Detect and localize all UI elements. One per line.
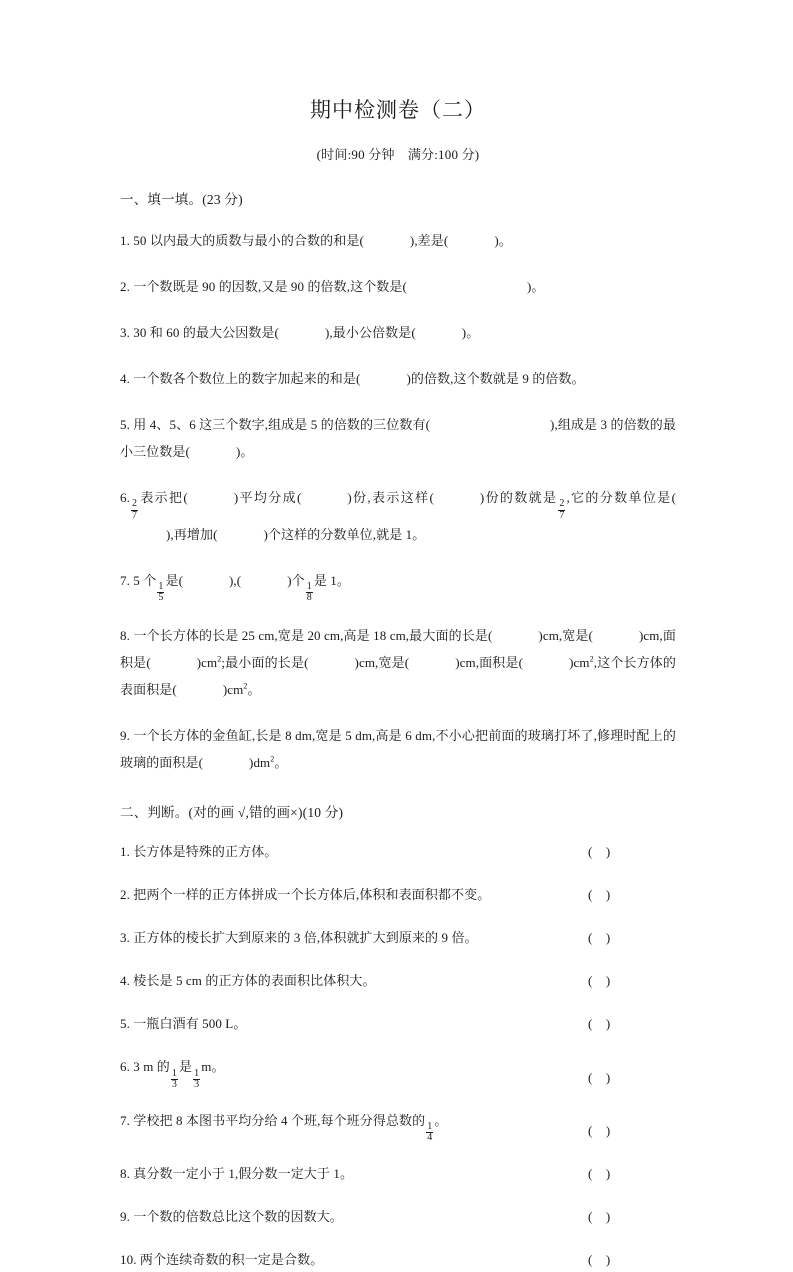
tf-1-text: 1. 长方体是特殊的正方体。 — [120, 844, 278, 860]
truefalse-question-9 — [120, 1204, 676, 1229]
q4-part-b: )的倍数,这个数就是 9 的倍数。 — [406, 371, 585, 387]
unit-superscript-2: 2 — [589, 654, 594, 664]
tf-7-prefix: 7. 学校把 8 本图书平均分给 4 个班,每个班分得总数的 — [120, 1112, 426, 1128]
unit-superscript-1: 2 — [217, 654, 222, 664]
q6-part-e: ,它的分数单位是( — [566, 490, 676, 506]
section-one-heading: 一、填一填。(23 分) — [120, 192, 243, 208]
q8-part-e: ;最小面的长是( — [221, 655, 309, 671]
unit-superscript-3: 2 — [243, 681, 248, 691]
fraction-one-third-2 — [193, 1069, 200, 1090]
tf-6-answer-box[interactable]: ( ) — [588, 1069, 611, 1085]
q6-part-g: )个这样的分数单位,就是 1。 — [263, 526, 426, 542]
truefalse-question-3 — [120, 925, 676, 950]
tf-2-text: 2. 把两个一样的正方体拼成一个长方体后,体积和表面积都不变。 — [120, 887, 491, 903]
q6-part-f: ),再增加( — [166, 526, 218, 542]
fill-question-4 — [120, 365, 676, 392]
fraction-two-sevenths-2 — [558, 499, 565, 520]
fraction-denominator: 7 — [131, 509, 138, 521]
truefalse-question-10 — [120, 1247, 676, 1272]
section-two-heading: 二、判断。(对的画 √,错的画×)(10 分) — [120, 805, 344, 821]
q1-part-c: )。 — [494, 233, 512, 249]
q3-part-c: )。 — [461, 325, 480, 341]
fill-question-5 — [120, 411, 676, 465]
q2-part-a: 2. 一个数既是 90 的因数,又是 90 的倍数,这个数是( — [120, 279, 407, 295]
fraction-numerator: 1 — [194, 1067, 200, 1079]
tf-7-suffix: 。 — [434, 1112, 448, 1128]
tf-1-answer-box[interactable]: ( ) — [588, 844, 611, 860]
q6-lead: 6. — [120, 490, 130, 506]
tf-7-text — [120, 1108, 455, 1144]
fill-question-7 — [120, 567, 676, 604]
truefalse-question-4 — [120, 968, 676, 993]
tf-10-text: 10. 两个连续奇数的积一定是合数。 — [120, 1252, 324, 1268]
tf-9-answer-box[interactable]: ( ) — [588, 1209, 611, 1225]
fraction-numerator: 1 — [306, 580, 312, 592]
q6-part-c: )份,表示这样( — [347, 490, 434, 506]
fraction-denominator: 3 — [171, 1078, 178, 1090]
truefalse-question-1 — [120, 839, 676, 864]
q8-part-h: )cm — [569, 655, 590, 671]
tf-3-answer-box[interactable]: ( ) — [588, 930, 611, 946]
tf-2-answer-box[interactable]: ( ) — [588, 887, 611, 903]
q5-part-a: 5. 用 4、5、6 这三个数字,组成是 5 的倍数的三位数有( — [120, 417, 431, 433]
q3-part-a: 3. 30 和 60 的最大公因数是( — [120, 325, 279, 341]
tf-5-text: 5. 一瓶白酒有 500 L。 — [120, 1016, 247, 1032]
tf-6-suffix: m。 — [201, 1059, 225, 1075]
fraction-denominator: 4 — [427, 1132, 433, 1144]
q7-part-c: )个 — [287, 572, 305, 588]
q7-lead: 7. 5 个 — [120, 572, 157, 588]
fill-question-8 — [120, 622, 676, 703]
q7-part-d: 是 1。 — [313, 572, 351, 588]
fill-question-9 — [120, 722, 676, 776]
q5-part-c: )。 — [235, 444, 254, 460]
tf-7-answer-box[interactable]: ( ) — [588, 1123, 611, 1139]
fraction-numerator: 1 — [158, 580, 164, 592]
exam-meta-subtitle: (时间:90 分钟 满分:100 分) — [316, 147, 480, 163]
q2-part-b: )。 — [526, 279, 545, 295]
q4-part-a: 4. 一个数各个数位上的数字加起来的和是( — [120, 371, 361, 387]
q6-part-a: 表示把( — [139, 490, 188, 506]
unit-superscript: 2 — [270, 754, 275, 764]
tf-6-text — [120, 1054, 233, 1090]
q1-part-b: ),差是( — [409, 233, 449, 249]
q8-part-c: )cm,面积是( — [120, 628, 676, 671]
tf-6-prefix: 6. 3 m 的 — [120, 1059, 170, 1075]
q8-part-d: )cm — [196, 655, 218, 671]
paper-content — [120, 0, 676, 1272]
fraction-denominator: 7 — [559, 509, 565, 521]
fill-question-1 — [120, 227, 676, 254]
tf-8-answer-box[interactable]: ( ) — [588, 1166, 611, 1182]
fraction-two-sevenths — [131, 499, 138, 520]
tf-4-text: 4. 棱长是 5 cm 的正方体的表面积比体积大。 — [120, 973, 376, 989]
truefalse-question-5 — [120, 1011, 676, 1036]
q5-part-b: ),组成是 3 的倍数的最小三位数是( — [120, 417, 676, 460]
truefalse-question-7 — [120, 1108, 676, 1144]
q8-part-i: ,这个长方体的表面积是( — [120, 655, 676, 698]
q8-part-g: )cm,面积是( — [455, 655, 524, 671]
q8-part-j: )cm — [222, 682, 244, 698]
tf-4-answer-box[interactable]: ( ) — [588, 973, 611, 989]
fraction-one-fifth — [157, 582, 164, 603]
q6-part-d: )份的数就是 — [479, 490, 558, 506]
truefalse-question-2 — [120, 882, 676, 907]
fraction-one-eighth — [306, 582, 313, 603]
q9-part-b: )dm — [249, 755, 271, 771]
fraction-numerator: 1 — [171, 1067, 178, 1079]
q8-part-f: )cm,宽是( — [354, 655, 410, 671]
q9-part-a: 9. 一个长方体的金鱼缸,长是 8 dm,宽是 5 dm,高是 6 dm,不小心把前面的玻璃打坏了,修理时配上的玻璃的面积是( — [120, 728, 676, 771]
truefalse-question-6 — [120, 1054, 676, 1090]
q7-part-b: ),( — [229, 572, 242, 588]
q3-part-b: ),最小公倍数是( — [324, 325, 416, 341]
q1-part-a: 1. 50 以内最大的质数与最小的合数的和是( — [120, 233, 364, 249]
q8-part-b: )cm,宽是( — [538, 628, 593, 644]
tf-3-text: 3. 正方体的棱长扩大到原来的 3 倍,体积就扩大到原来的 9 倍。 — [120, 930, 478, 946]
fraction-numerator: 2 — [559, 498, 565, 510]
page-title: 期中检测卷（二） — [310, 98, 486, 122]
q6-part-b: )平均分成( — [233, 490, 302, 506]
fraction-numerator: 2 — [131, 498, 138, 510]
fraction-one-quarter — [426, 1122, 433, 1143]
tf-10-answer-box[interactable]: ( ) — [588, 1252, 611, 1268]
q9-part-c: 。 — [274, 755, 288, 771]
fraction-denominator: 8 — [306, 592, 312, 604]
fill-question-2 — [120, 273, 676, 300]
q8-part-a: 8. 一个长方体的长是 25 cm,宽是 20 cm,高是 18 cm,最大面的长是( — [120, 628, 493, 644]
tf-8-text: 8. 真分数一定小于 1,假分数一定大于 1。 — [120, 1166, 354, 1182]
fill-question-6 — [120, 484, 676, 548]
q8-part-k: 。 — [247, 682, 261, 698]
tf-9-text: 9. 一个数的倍数总比这个数的因数大。 — [120, 1209, 343, 1225]
fraction-denominator: 5 — [158, 592, 164, 604]
fraction-numerator: 1 — [427, 1121, 433, 1133]
fraction-denominator: 3 — [194, 1078, 200, 1090]
tf-6-mid: 是 — [179, 1059, 193, 1075]
tf-5-answer-box[interactable]: ( ) — [588, 1016, 611, 1032]
truefalse-question-8 — [120, 1161, 676, 1186]
fill-question-3 — [120, 319, 676, 346]
fraction-one-third — [171, 1069, 178, 1090]
q7-part-a: 是( — [165, 572, 183, 588]
